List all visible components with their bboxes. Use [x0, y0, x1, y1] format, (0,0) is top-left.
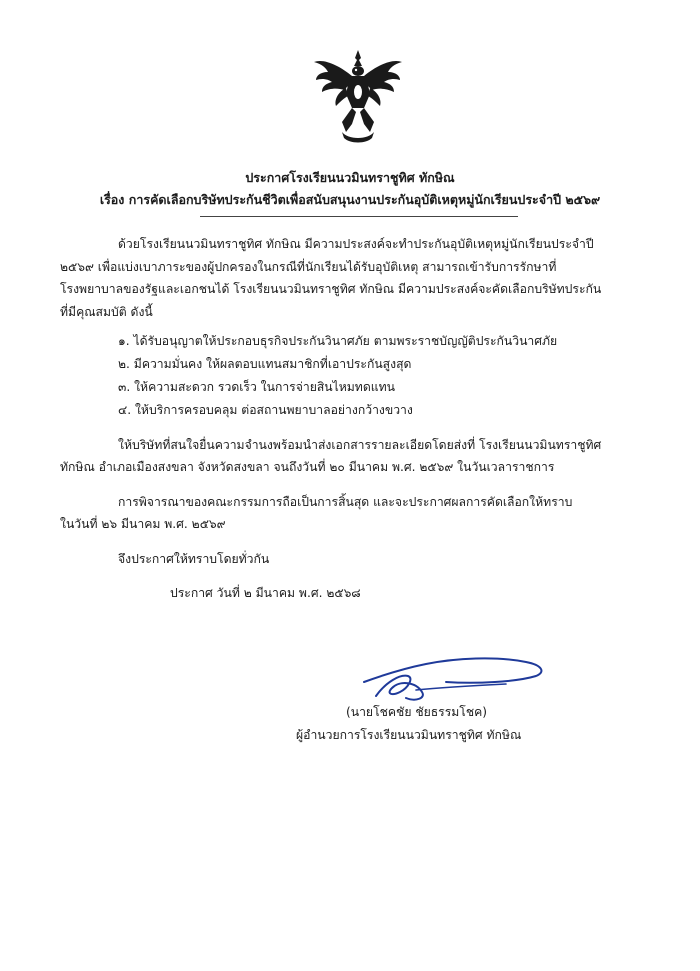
qualification-item: ๑. ได้รับอนุญาตให้ประกอบธุรกิจประกันวินาศภัย ตามพระราชบัญญัติประกันวินาศภัย: [118, 334, 558, 348]
consideration-line: ในวันที่ ๒๖ มีนาคม พ.ศ. ๒๕๖๙: [60, 517, 226, 531]
qualification-item: ๔. ให้บริการครอบคลุม ต่อสถานพยาบาลอย่างกว้างขวาง: [118, 403, 413, 417]
intro-line: ด้วยโรงเรียนนวมินทราชูทิศ ทักษิณ มีความประสงค์จะทำประกันอุบัติเหตุหมู่นักเรียนประจำปี: [118, 237, 594, 251]
subject-line: เรื่อง การคัดเลือกบริษัทประกันชีวิตเพื่อสนับสนุนงานประกันอุบัติเหตุหมู่นักเรียนประจำปี ๒๕๖๙: [99, 192, 601, 207]
submission-line: ทักษิณ อำเภอเมืองสงขลา จังหวัดสงขลา จนถึงวันที่ ๒๐ มีนาคม พ.ศ. ๒๕๖๙ ในวันเวลาราชการ: [60, 460, 555, 474]
title-divider: [200, 216, 518, 217]
announcement-date: ประกาศ วันที่ ๒ มีนาคม พ.ศ. ๒๕๖๘: [170, 586, 361, 600]
signatory-position: ผู้อำนวยการโรงเรียนนวมินทราชูทิศ ทักษิณ: [296, 728, 522, 742]
signature-icon: [356, 652, 556, 706]
intro-line: ๒๕๖๙ เพื่อแบ่งเบาภาระของผู้ปกครองในกรณีที่นักเรียนได้รับอุบัติเหตุ สามารถเข้ารับการรักษาที่: [60, 260, 557, 274]
qualification-item: ๒. มีความมั่นคง ให้ผลตอบแทนสมาชิกที่เอาประกันสูงสุด: [118, 357, 412, 371]
signatory-name: (นายโชคชัย ชัยธรรมโชค): [346, 705, 488, 719]
announcement-title: ประกาศโรงเรียนนวมินทราชูทิศ ทักษิณ: [245, 170, 455, 185]
qualification-item: ๓. ให้ความสะดวก รวดเร็ว ในการจ่ายสินไหมทดแทน: [118, 380, 395, 394]
garuda-emblem-icon: [312, 48, 404, 146]
submission-line: ให้บริษัทที่สนใจยื่นความจำนงพร้อมนำส่งเอกสารรายละเอียดโดยส่งที่ โรงเรียนนวมินทราชูทิศ: [118, 438, 602, 452]
intro-line: โรงพยาบาลของรัฐและเอกชนได้ โรงเรียนนวมินทราชูทิศ ทักษิณ มีความประสงค์จะคัดเลือกบริษัทประกัน: [60, 282, 602, 296]
consideration-line: การพิจารณาของคณะกรรมการถือเป็นการสิ้นสุด และจะประกาศผลการคัดเลือกให้ทราบ: [118, 495, 573, 509]
closing-line: จึงประกาศให้ทราบโดยทั่วกัน: [118, 552, 270, 566]
intro-line: ที่มีคุณสมบัติ ดังนี้: [60, 305, 153, 319]
